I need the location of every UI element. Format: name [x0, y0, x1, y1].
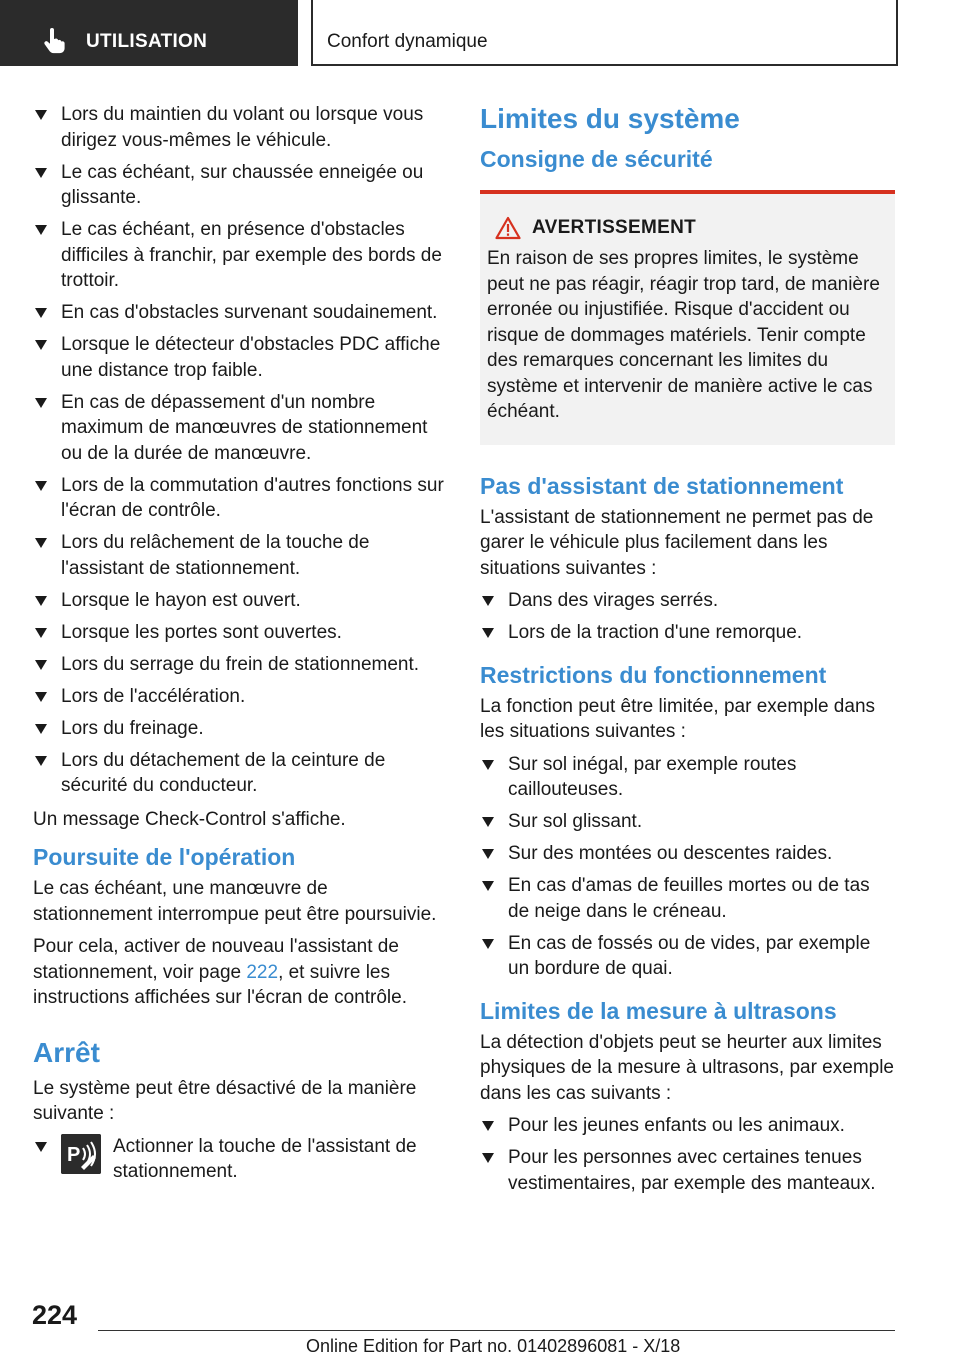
list-item — [480, 931, 895, 982]
warning-title: AVERTISSEMENT — [532, 217, 697, 238]
list-item-text: Dans des virages serrés. — [508, 590, 719, 611]
list-item-text: Le cas échéant, sur chaussée enneigée ou glissante. — [61, 161, 424, 208]
triangle-bullet-icon — [35, 628, 47, 638]
list-item — [33, 217, 448, 294]
list-item-text: Lors du serrage du frein de stationnement. — [61, 653, 420, 675]
arret-heading: Arrêt — [33, 1036, 100, 1068]
list-item — [33, 620, 448, 646]
right-column — [480, 102, 895, 1204]
triangle-bullet-icon — [482, 628, 494, 638]
park-assist-button-icon — [61, 1134, 101, 1174]
triangle-bullet-icon — [35, 308, 47, 318]
deactivation-conditions-list — [33, 102, 448, 799]
list-item — [480, 620, 895, 646]
arret-paragraph: Le système peut être désactivé de la manière suivante : — [33, 1077, 417, 1124]
pas-assistant-heading: Pas d'assistant de stationnement — [480, 472, 844, 499]
list-item-text: Lors de la commutation d'autres fonctions sur l'écran de contrôle. — [61, 474, 444, 521]
page-header — [0, 0, 960, 66]
footer-divider — [98, 1330, 895, 1331]
list-item — [33, 588, 448, 614]
triangle-bullet-icon — [35, 398, 47, 408]
list-item-text: Pour les jeunes enfants ou les animaux. — [508, 1115, 845, 1136]
warning-header — [487, 216, 887, 240]
list-item-text: Lorsque le détecteur d'obstacles PDC affiche une distance trop faible. — [61, 334, 441, 381]
list-item-text: Sur des montées ou descentes raides. — [508, 843, 833, 864]
triangle-bullet-icon — [35, 110, 47, 120]
list-item-text: Lorsque le hayon est ouvert. — [61, 589, 301, 611]
triangle-bullet-icon — [35, 481, 47, 491]
list-item — [33, 652, 448, 678]
list-item-text: En cas de dépassement d'un nombre maximum de manœuvres de stationnement ou de la durée de manœuvre. — [61, 391, 428, 464]
triangle-bullet-icon — [35, 660, 47, 670]
restrictions-list — [480, 752, 895, 982]
list-item-text: Le cas échéant, en présence d'obstacles difficiles à franchir, par exemple des bords de trottoir. — [61, 219, 442, 291]
triangle-bullet-icon — [482, 760, 494, 770]
triangle-bullet-icon — [482, 1121, 494, 1131]
chapter-box — [311, 0, 898, 66]
triangle-bullet-icon — [35, 340, 47, 350]
page-number: 224 — [32, 1300, 78, 1330]
list-item — [33, 102, 448, 153]
list-item-text: En cas d'obstacles survenant soudainement. — [61, 302, 438, 323]
pas-assistant-list — [480, 588, 895, 646]
triangle-bullet-icon — [35, 692, 47, 702]
list-item — [480, 809, 895, 835]
list-item-text: Lors du relâchement de la touche de l'assistant de stationnement. — [61, 532, 370, 579]
poursuite-heading: Poursuite de l'opération — [33, 844, 296, 870]
chapter-title: Confort dynamique — [327, 31, 488, 52]
list-item-text: Lors de l'accélération. — [61, 685, 246, 707]
triangle-bullet-icon — [482, 596, 494, 606]
ultrasons-paragraph: La détection d'objets peut se heurter aux limites physiques de la mesure à ultrasons, par exemple dans les cas suivants : — [480, 1031, 895, 1104]
warning-text: En raison de ses propres limites, le système peut ne pas réagir, réagir trop tard, de manière erronée ou injustifiée. Risque d'accident ou risque de dommages matériels. Tenir compte des remarques concernant les limites du système et intervenir de manière active le cas échéant. — [487, 248, 880, 422]
triangle-bullet-icon — [482, 849, 494, 859]
list-item — [33, 160, 448, 211]
list-item — [480, 841, 895, 867]
triangle-bullet-icon — [35, 538, 47, 548]
poursuite-text-b: , et suivre les instructions affichées sur l'écran de contrôle. — [33, 961, 407, 1008]
check-control-message: Un message Check-Control s'affiche. — [33, 808, 346, 830]
restrictions-paragraph: La fonction peut être limitée, par exemple dans les situations suivantes : — [480, 695, 876, 742]
list-item-text: Sur sol glissant. — [508, 811, 643, 832]
hand-pointer-icon — [42, 28, 66, 54]
section-tab — [0, 0, 298, 66]
triangle-bullet-icon — [35, 724, 47, 734]
list-item-text: En cas de fossés ou de vides, par exemple un bordure de quai. — [508, 932, 871, 979]
list-item-text: Lors du freinage. — [61, 717, 204, 739]
list-item — [33, 390, 448, 467]
list-item — [33, 473, 448, 524]
list-item — [33, 530, 448, 581]
list-item-text: En cas d'amas de feuilles mortes ou de tas de neige dans le créneau. — [508, 875, 870, 922]
svg-text:P: P — [67, 1143, 81, 1166]
list-item-text: Lors de la traction d'une remorque. — [508, 622, 803, 643]
arret-list — [33, 1134, 448, 1185]
poursuite-paragraph-1: Le cas échéant, une manœuvre de stationnement interrompue peut être poursuivie. — [33, 878, 437, 925]
triangle-bullet-icon — [482, 817, 494, 827]
triangle-bullet-icon — [35, 225, 47, 235]
list-item-text: Pour les personnes avec certaines tenues vestimentaires, par exemple des manteaux. — [508, 1147, 876, 1194]
restrictions-heading: Restrictions du fonctionnement — [480, 661, 827, 688]
section-label: UTILISATION — [86, 31, 208, 52]
ultrasons-heading: Limites de la mesure à ultrasons — [480, 997, 837, 1024]
page-link[interactable]: 222 — [246, 961, 279, 983]
triangle-bullet-icon — [482, 939, 494, 949]
list-item — [33, 332, 448, 383]
list-item-text: Lors du maintien du volant ou lorsque vous dirigez vous-mêmes le véhicule. — [61, 104, 424, 151]
triangle-bullet-icon — [35, 596, 47, 606]
list-item-text: Lorsque les portes sont ouvertes. — [61, 621, 342, 643]
triangle-bullet-icon — [35, 1142, 47, 1152]
edition-note: Online Edition for Part no. 01402896081 - X/18 — [306, 1336, 681, 1356]
list-item-text: Sur sol inégal, par exemple routes caillouteuses. — [508, 753, 797, 800]
consigne-heading: Consigne de sécurité — [480, 146, 713, 172]
list-item — [33, 716, 448, 742]
left-column — [33, 102, 448, 1193]
list-item-text: Lors du détachement de la ceinture de sécurité du conducteur. — [61, 749, 386, 796]
limites-heading: Limites du système — [480, 103, 740, 134]
list-item — [480, 588, 895, 614]
ultrasons-list — [480, 1113, 895, 1196]
triangle-bullet-icon — [482, 881, 494, 891]
pas-assistant-paragraph: L'assistant de stationnement ne permet pas de garer le véhicule plus facilement dans les situations suivantes : — [480, 506, 874, 579]
list-item — [480, 873, 895, 924]
warning-triangle-icon — [495, 216, 521, 240]
list-item — [33, 300, 448, 326]
poursuite-paragraph-2 — [33, 934, 448, 1011]
poursuite-text-a: Pour cela, activer de nouveau l'assistant de stationnement, voir page — [33, 936, 399, 983]
arret-item-text: Actionner la touche de l'assistant de stationnement. — [113, 1135, 417, 1182]
list-item — [480, 1145, 895, 1196]
triangle-bullet-icon — [35, 756, 47, 766]
triangle-bullet-icon — [482, 1153, 494, 1163]
list-item — [33, 684, 448, 710]
list-item — [480, 1113, 895, 1139]
list-item — [33, 748, 448, 799]
triangle-bullet-icon — [35, 168, 47, 178]
warning-box — [480, 190, 895, 445]
list-item — [33, 1134, 448, 1185]
list-item — [480, 752, 895, 803]
